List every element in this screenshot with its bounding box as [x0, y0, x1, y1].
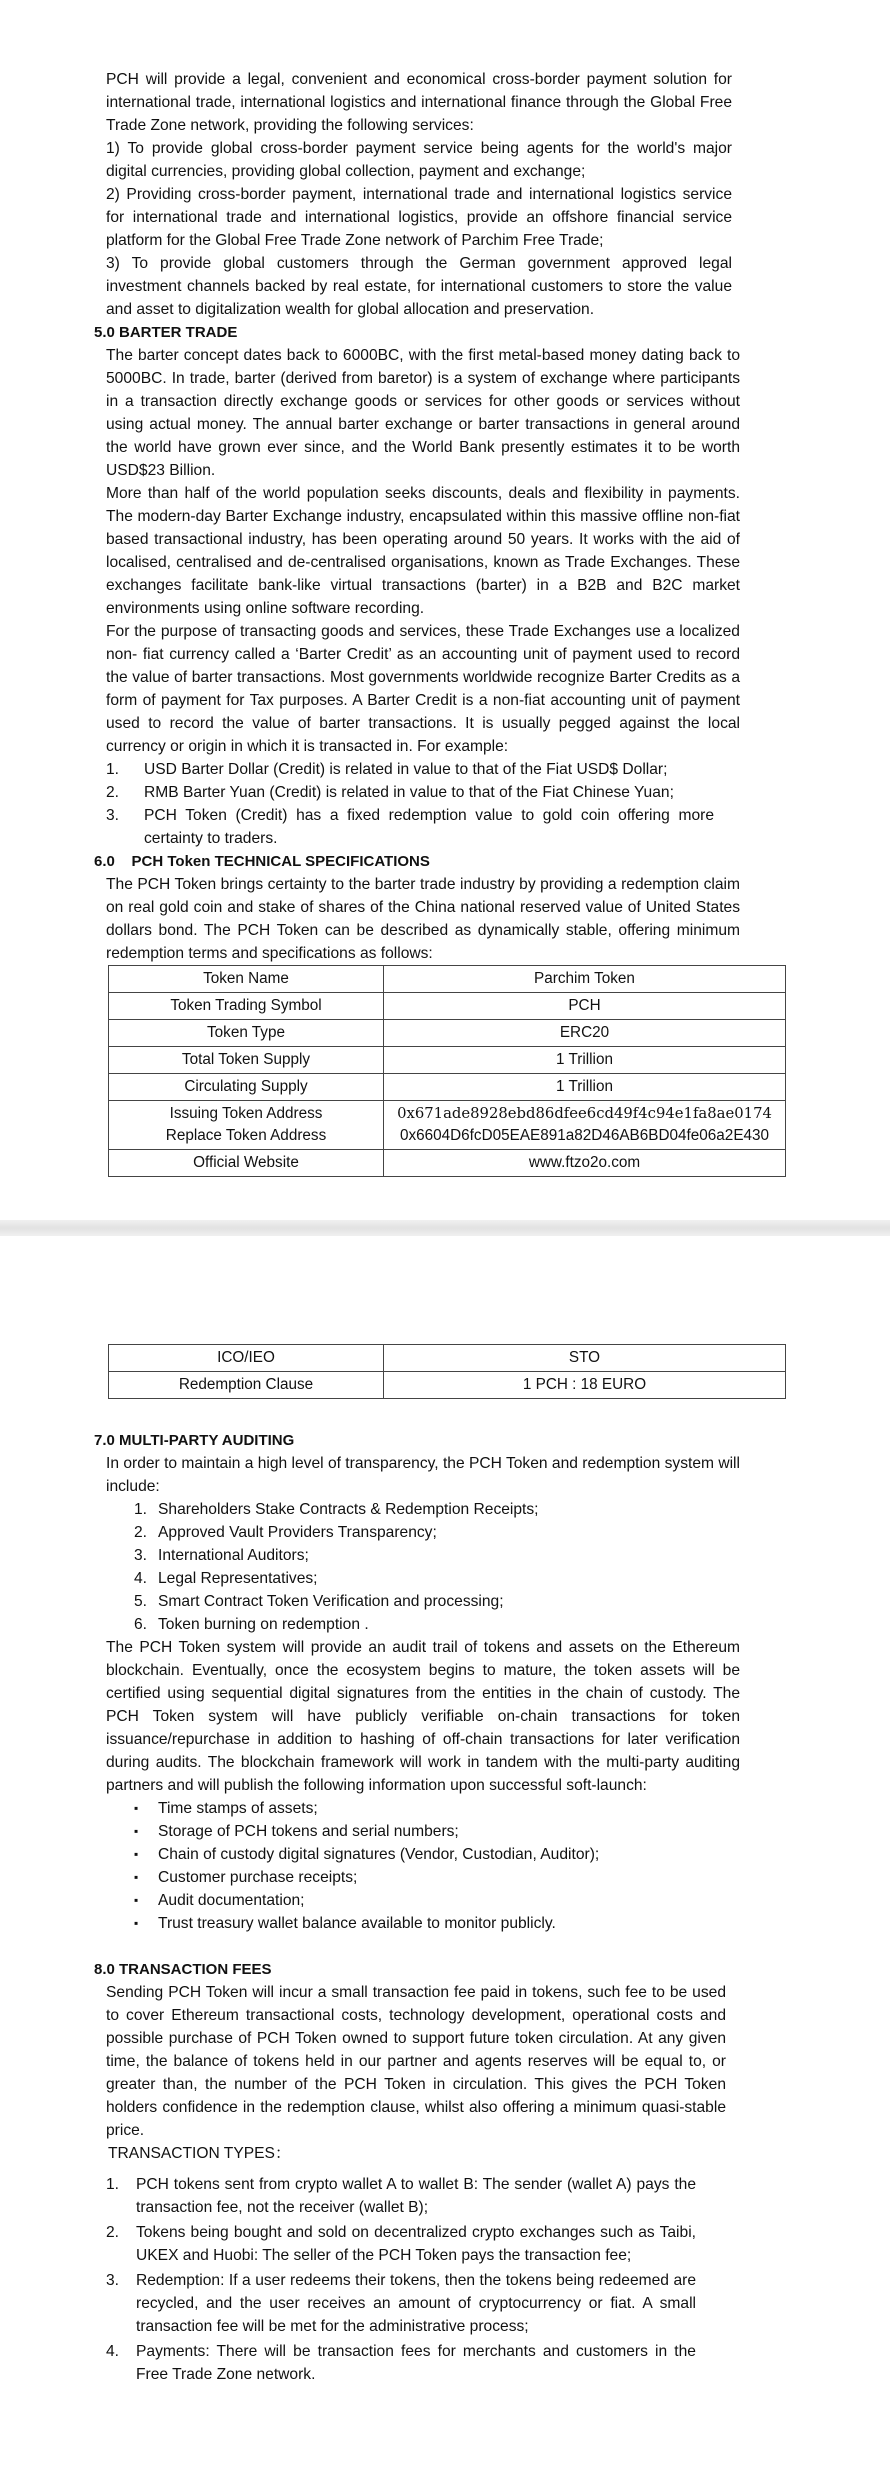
tech-paragraph: The PCH Token brings certainty to the barter trade industry by providing a redemption claim on real gold coin and stake of shares of the China national reserved value of United States dollars bond. The PCH Token can be described as dynamically stable, offering minimum redemption terms and specifications as follows:	[106, 876, 740, 962]
document-page-2	[0, 1236, 890, 2484]
list-item: 1. USD Barter Dollar (Credit) is related in value to that of the Fiat USD$ Dollar;	[106, 761, 668, 778]
list-item: 3. Redemption: If a user redeems their tokens, then the tokens being redeemed are recycled, and the user receives an amount of cryptocurrency or fiat. A small transaction fee will be met for the administrative process;	[106, 2272, 696, 2335]
list-item: 4. Legal Representatives;	[134, 1570, 318, 1587]
list-item: ▪ Audit documentation;	[134, 1889, 740, 1912]
service-item: 3) To provide global customers through the German government approved legal investment channels backed by real estate, for international customers to store the value and asset to digitalization wealth for global allocation and preservation.	[106, 255, 732, 318]
list-item: 2. Approved Vault Providers Transparency;	[134, 1524, 437, 1541]
bullet-icon: ▪	[134, 1824, 139, 1838]
list-item: ▪ Time stamps of assets;	[134, 1797, 740, 1820]
table-row: Token Name Parchim Token	[109, 966, 786, 993]
barter-examples-list	[94, 758, 740, 850]
barter-paragraph: For the purpose of transacting goods and services, these Trade Exchanges use a localized non- fiat currency called a ‘Barter Credit’ as an accounting unit of payment used to record the value of barter transactions. Most governments worldwide recognize Barter Credits as a form of payment for Tax purposes. A Barter Credit is a non-fiat accounting unit of payment used to record the value of barter transactions. It is usually pegged against the local currency or origin in which it is transacted in. For example:	[106, 623, 740, 755]
issuing-token-address: 0x671ade8928ebd86dfee6cd49f4c94e1fa8ae0174	[397, 1105, 772, 1122]
token-offering-table	[108, 1344, 786, 1399]
table-row: Token Type ERC20	[109, 1020, 786, 1047]
audit-paragraph: The PCH Token system will provide an audit trail of tokens and assets on the Ethereum blockchain. Eventually, once the ecosystem begins to mature, the token assets will be certified using sequential digital signatures from the entities in the chain of custody. The PCH Token system will have publicly verifiable on-chain transactions for token issuance/repurchase in addition to hashing of off-chain transactions for later verification during audits. The blockchain framework will work in tandem with the multi-party auditing partners and will publish the following information upon successful soft-launch:	[106, 1639, 740, 1794]
table-row: Token Trading Symbol PCH	[109, 993, 786, 1020]
transaction-types-label: TRANSACTION TYPES：	[108, 2145, 291, 2162]
bullet-icon: ▪	[134, 1893, 139, 1907]
table-row: Redemption Clause 1 PCH : 18 EURO	[109, 1372, 786, 1399]
barter-paragraph: The barter concept dates back to 6000BC, with the first metal-based money dating back to 5000BC. In trade, barter (derived from baretor) is a system of exchange where participants in a transaction directly exchange goods or services for other goods or services without using actual money. The annual barter exchange or barter transactions in general around the world have grown ever since, and the World Bank presently estimates it to be worth USD$23 Billion.	[106, 347, 740, 479]
section-heading-fees: 8.0 TRANSACTION FEES	[94, 1961, 272, 1978]
table-row: Circulating Supply 1 Trillion	[109, 1074, 786, 1101]
list-item: 2. RMB Barter Yuan (Credit) is related in value to that of the Fiat Chinese Yuan;	[106, 784, 674, 801]
replace-token-address: 0x6604D6fcD05EAE891a82D46AB6BD04fe06a2E430	[399, 1127, 770, 1144]
list-item: 1. PCH tokens sent from crypto wallet A to wallet B: The sender (wallet A) pays the transaction fee, not the receiver (wallet B);	[106, 2176, 696, 2216]
service-item: 2) Providing cross-border payment, international trade and international logistics service for international trade and international logistics, provide an offshore financial service platform for the Global Free Trade Zone network of Parchim Free Trade;	[106, 186, 732, 249]
list-item: 2. Tokens being bought and sold on decentralized crypto exchanges such as Taibi, UKEX and Huobi: The seller of the PCH Token pays the transaction fee;	[106, 2224, 696, 2264]
section-heading-tech: 6.0 PCH Token TECHNICAL SPECIFICATIONS	[94, 853, 430, 870]
section-heading-audit: 7.0 MULTI-PARTY AUDITING	[94, 1432, 295, 1449]
fees-paragraph: Sending PCH Token will incur a small transaction fee paid in tokens, such fee to be used to cover Ethereum transactional costs, technology development, operational costs and possible purchase of PCH Token owned to support future token circulation. At any given time, the balance of tokens held in our partner and agents reserves will be equal to, or greater than, the number of the PCH Token in circulation. This gives the PCH Token holders confidence in the redemption clause, whilst also offering a minimum quasi-stable price.	[106, 1984, 726, 2139]
service-item: 1) To provide global cross-border payment service being agents for the world's major digital currencies, providing global collection, payment and exchange;	[106, 140, 732, 180]
token-spec-table	[108, 965, 786, 1177]
audit-paragraph: In order to maintain a high level of transparency, the PCH Token and redemption system will include:	[106, 1455, 740, 1495]
bullet-icon: ▪	[134, 1870, 139, 1884]
page-separator	[0, 1220, 890, 1236]
table-row-addresses: Issuing Token Address Replace Token Address 0x671ade8928ebd86dfee6cd49f4c94e1fa8ae0174 0x6604D6fcD05EAE891a82D46AB6BD04fe06a2E430	[109, 1101, 786, 1150]
table-row: Official Website www.ftzo2o.com	[109, 1150, 786, 1177]
page-2-content	[94, 1344, 740, 2388]
list-item: 6. Token burning on redemption .	[134, 1616, 369, 1633]
intro-paragraph: PCH will provide a legal, convenient and economical cross-border payment solution for international trade, international logistics and international finance through the Global Free Trade Zone network, providing the following services:	[106, 71, 732, 134]
list-item: 5. Smart Contract Token Verification and processing;	[134, 1593, 504, 1610]
transaction-types-list	[94, 2173, 740, 2386]
page-1-content	[94, 68, 772, 1177]
table-row: ICO/IEO STO	[109, 1345, 786, 1372]
list-item: ▪ Customer purchase receipts;	[134, 1866, 740, 1889]
list-item: 3. PCH Token (Credit) has a fixed redemption value to gold coin offering more certainty to traders.	[106, 807, 714, 847]
audit-list	[94, 1498, 740, 1636]
list-item: ▪ Trust treasury wallet balance available to monitor publicly.	[134, 1912, 740, 1935]
document-page-1	[0, 0, 890, 1220]
list-item: 1. Shareholders Stake Contracts & Redemption Receipts;	[134, 1501, 539, 1518]
table-row: Total Token Supply 1 Trillion	[109, 1047, 786, 1074]
audit-bullet-list	[94, 1797, 740, 1935]
list-item: 3. International Auditors;	[134, 1547, 309, 1564]
list-item: ▪ Chain of custody digital signatures (Vendor, Custodian, Auditor);	[134, 1843, 740, 1866]
bullet-icon: ▪	[134, 1916, 139, 1930]
bullet-icon: ▪	[134, 1801, 139, 1815]
list-item: 4. Payments: There will be transaction fees for merchants and customers in the Free Trade Zone network.	[106, 2343, 696, 2383]
bullet-icon: ▪	[134, 1847, 139, 1861]
section-heading-barter: 5.0 BARTER TRADE	[94, 324, 238, 341]
barter-paragraph: More than half of the world population seeks discounts, deals and flexibility in payments. The modern-day Barter Exchange industry, encapsulated within this massive offline non-fiat based transactional industry, has been operating around 50 years. It works with the aid of localised, centralised and de-centralised organisations, known as Trade Exchanges. These exchanges facilitate bank-like virtual transactions (barter) in a B2B and B2C market environments using online software recording.	[106, 485, 740, 617]
list-item: ▪ Storage of PCH tokens and serial numbers;	[134, 1820, 740, 1843]
